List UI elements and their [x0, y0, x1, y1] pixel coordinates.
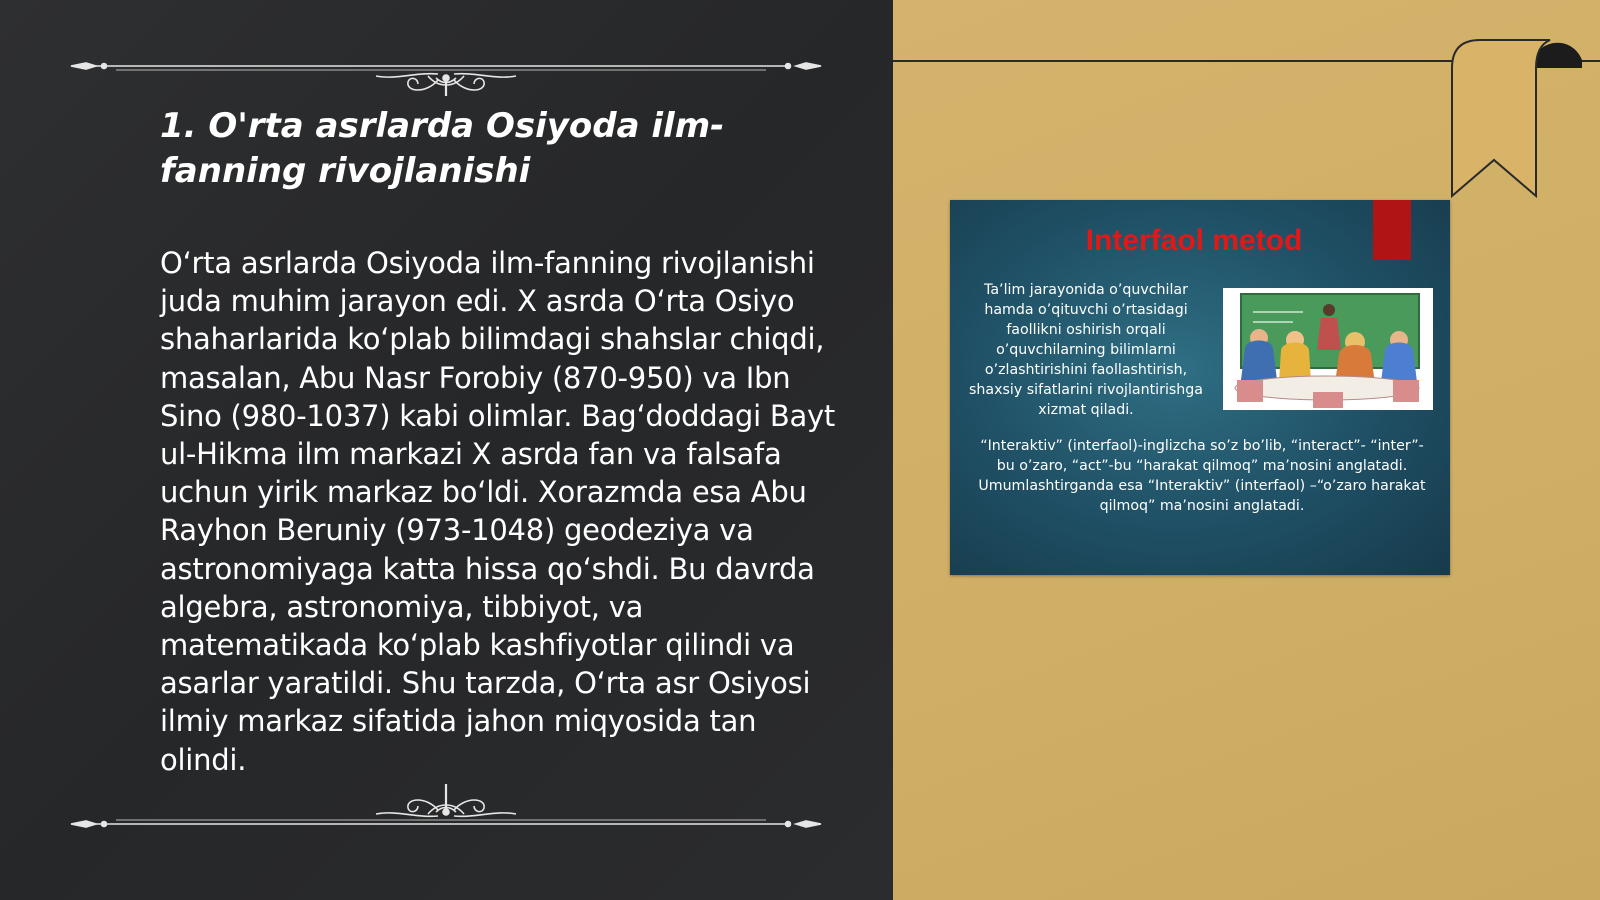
- classroom-illustration: [1223, 288, 1433, 410]
- bottom-ornament-divider-icon: [66, 780, 826, 840]
- slide-title: 1. O'rta asrlarda Osiyoda ilm-fanning rivojlanishi: [160, 106, 725, 191]
- card-paragraph-2: “Interaktiv” (interfaol)-inglizcha so’z bo’lib, “interact”- “inter”-bu o’zaro, “act”-bu “harakat qilmoq” ma’nosini anglatadi. Umumlashtirganda esa “Interaktiv” (interfaol) –“o’zaro harakat qilmoq” ma’nosini anglatadi.: [978, 438, 1426, 514]
- top-ornament-divider-icon: [66, 36, 826, 96]
- interfaol-metod-card: [950, 200, 1450, 575]
- bookmark-ribbon-icon: [1432, 36, 1600, 198]
- card-title: Interfaol metod: [1085, 224, 1303, 257]
- slide-body-text: O‘rta asrlarda Osiyoda ilm-fanning rivojlanishi juda muhim jarayon edi. X asrda O‘rta Osiyo shaharlarida ko‘plab bilimdagi shahslar chiqdi, masalan, Abu Nasr Forobiy (870-950) va Ibn Sino (980-1037) kabi olimlar. Bag‘doddagi Bayt ul-Hikma ilm markazi X asrda fan va falsafa uchun yirik markaz bo‘ldi. Xorazmda esa Abu Rayhon Beruniy (973-1048) geodeziya va astronomiyaga katta hissa qo‘shdi. Bu davrda algebra, astronomiya, tibbiyot, va matematikada ko‘plab kashfiyotlar qilindi va asarlar yaratildi. Shu tarzda, O‘rta asr Osiyosi ilmiy markaz sifatida jahon miqyosida tan olindi.: [160, 246, 836, 777]
- card-paragraph-1: Ta’lim jarayonida o’quvchilar hamda o’qituvchi o’rtasidagi faollikni oshirish orqali o’quvchilarning bilimlarni o’zlashtirishini faollashtirish, shaxsiy sifatlarini rivojlantirishga xizmat qiladi.: [969, 282, 1203, 418]
